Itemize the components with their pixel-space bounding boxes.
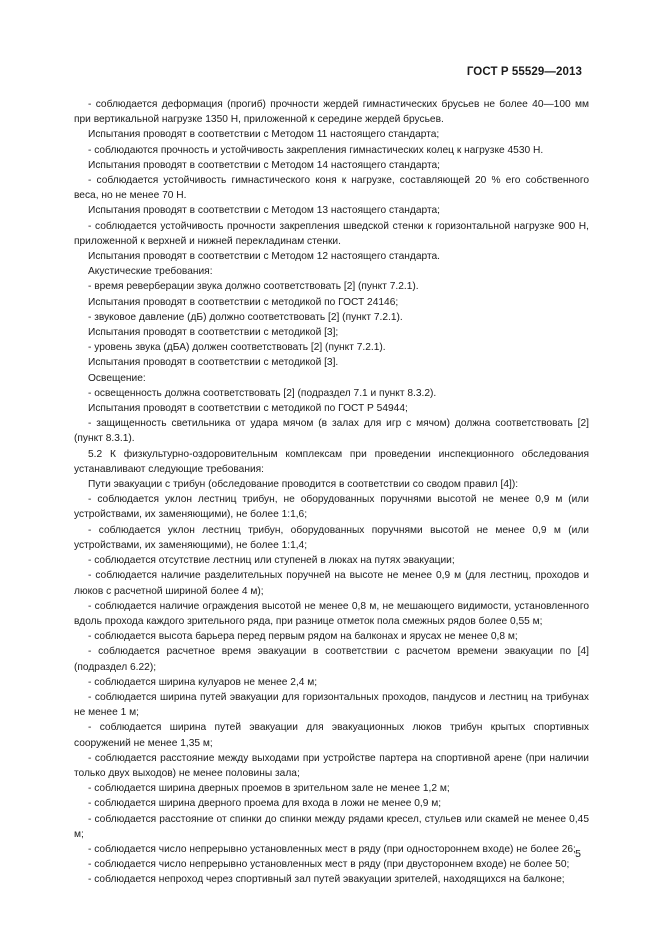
paragraph: Испытания проводят в соответствии с Методом 14 настоящего стандарта; [88,159,440,171]
document-header: ГОСТ Р 55529—2013 [466,66,582,78]
paragraph: - соблюдается уклон лестниц трибун, не оборудованных поручнями высотой не менее 0,9 м (или устройствами, их заменяющими), не более 1:1,6; [74,494,589,521]
paragraph: Пути эвакуации с трибун (обследование проводится в соответствии со сводом правил [4]): [88,479,519,491]
paragraph: 5.2 К физкультурно-оздоровительным комплексам при проведении инспекционного обследования устанавливают следующие требования: [74,448,589,475]
paragraph: Освещение: [88,372,146,384]
paragraph: - соблюдаются прочность и устойчивость закрепления гимнастических колец к нагрузке 4530 Н. [88,144,544,156]
paragraph: - соблюдается устойчивость прочности закрепления шведской стенки к горизонтальной нагрузке 900 Н, приложенной к верхней и нижней перекладинам стенки. [74,220,589,247]
page-number: 5 [575,848,581,860]
paragraph: - звуковое давление (дБ) должно соответствовать [2] (пункт 7.2.1). [88,311,403,323]
paragraph: - соблюдается деформация (прогиб) прочности жердей гимнастических брусьев не более 40—100 мм при вертикальной нагрузке 1350 Н, приложенной к середине жердей брусьев. [74,99,589,126]
paragraph: - соблюдается ширина путей эвакуации для эвакуационных люков трибун крытых спортивных сооружений не менее 1,35 м; [74,722,589,749]
paragraph: - соблюдается расчетное время эвакуации в соответствии с расчетом времени эвакуации по [4] (подраздел 6.22); [74,646,589,673]
paragraph: - соблюдается устойчивость гимнастического коня к нагрузке, составляющей 20 % его собственного веса, но не менее 70 Н. [74,175,589,202]
paragraph: - защищенность светильника от удара мячом (в залах для игр с мячом) должна соответствовать [2] (пункт 8.3.1). [74,418,589,445]
paragraph: - соблюдается расстояние от спинки до спинки между рядами кресел, стульев или скамей не менее 0,45 м; [74,813,589,840]
document-body [74,97,589,888]
paragraph: - соблюдается уклон лестниц трибун, оборудованных поручнями высотой не менее 0,9 м (или устройствами, их заменяющими), не более 1:1,4; [74,524,589,551]
paragraph: - уровень звука (дБА) должен соответствовать [2] (пункт 7.2.1). [88,342,386,354]
paragraph: - соблюдается ширина кулуаров не менее 2,4 м; [88,676,318,688]
paragraph: - соблюдается наличие разделительных поручней на высоте не менее 0,9 м (для лестниц, проходов и люков с расчетной шириной более 4 м); [74,570,589,597]
paragraph: - соблюдается ширина дверного проема для входа в ложи не менее 0,9 м; [88,798,442,810]
paragraph: Испытания проводят в соответствии с Методом 13 настоящего стандарта; [88,205,440,217]
paragraph: Акустические требования: [88,266,213,278]
paragraph: - соблюдается высота барьера перед первым рядом на балконах и ярусах не менее 0,8 м; [88,631,518,643]
paragraph: Испытания проводят в соответствии с методикой [3]; [88,327,339,339]
paragraph: - соблюдается отсутствие лестниц или ступеней в люках на путях эвакуации; [88,555,455,567]
paragraph: - соблюдается расстояние между выходами при устройстве партера на спортивной арене (при наличии только двух выходов) не менее половины зала; [74,752,589,779]
paragraph: - соблюдается наличие ограждения высотой не менее 0,8 м, не мешающего видимости, установленного вдоль прохода каждого зрительного ряда, при разнице отметок пола смежных рядов более 0,55 м; [74,600,589,627]
paragraph: Испытания проводят в соответствии с методикой по ГОСТ 24146; [88,296,399,308]
paragraph: Испытания проводят в соответствии с Методом 11 настоящего стандарта; [88,129,440,141]
paragraph: - освещенность должна соответствовать [2] (подраздел 7.1 и пункт 8.3.2). [88,387,437,399]
paragraph: - соблюдается число непрерывно установленных мест в ряду (при одностороннем входе) не более 26; [88,843,576,855]
paragraph: - время реверберации звука должно соответствовать [2] (пункт 7.2.1). [88,281,419,293]
paragraph: - соблюдается ширина дверных проемов в зрительном зале не менее 1,2 м; [88,783,450,795]
paragraph: - соблюдается непроход через спортивный зал путей эвакуации зрителей, находящихся на балконе; [88,874,565,886]
paragraph: - соблюдается число непрерывно установленных мест в ряду (при двустороннем входе) не более 50; [88,859,570,871]
paragraph: Испытания проводят в соответствии с методикой [3]. [88,357,339,369]
paragraph: - соблюдается ширина путей эвакуации для горизонтальных проходов, пандусов и лестниц на трибунах не менее 1 м; [74,691,589,719]
paragraph: Испытания проводят в соответствии с Методом 12 настоящего стандарта. [88,251,440,263]
paragraph: Испытания проводят в соответствии с методикой по ГОСТ Р 54944; [88,403,408,415]
